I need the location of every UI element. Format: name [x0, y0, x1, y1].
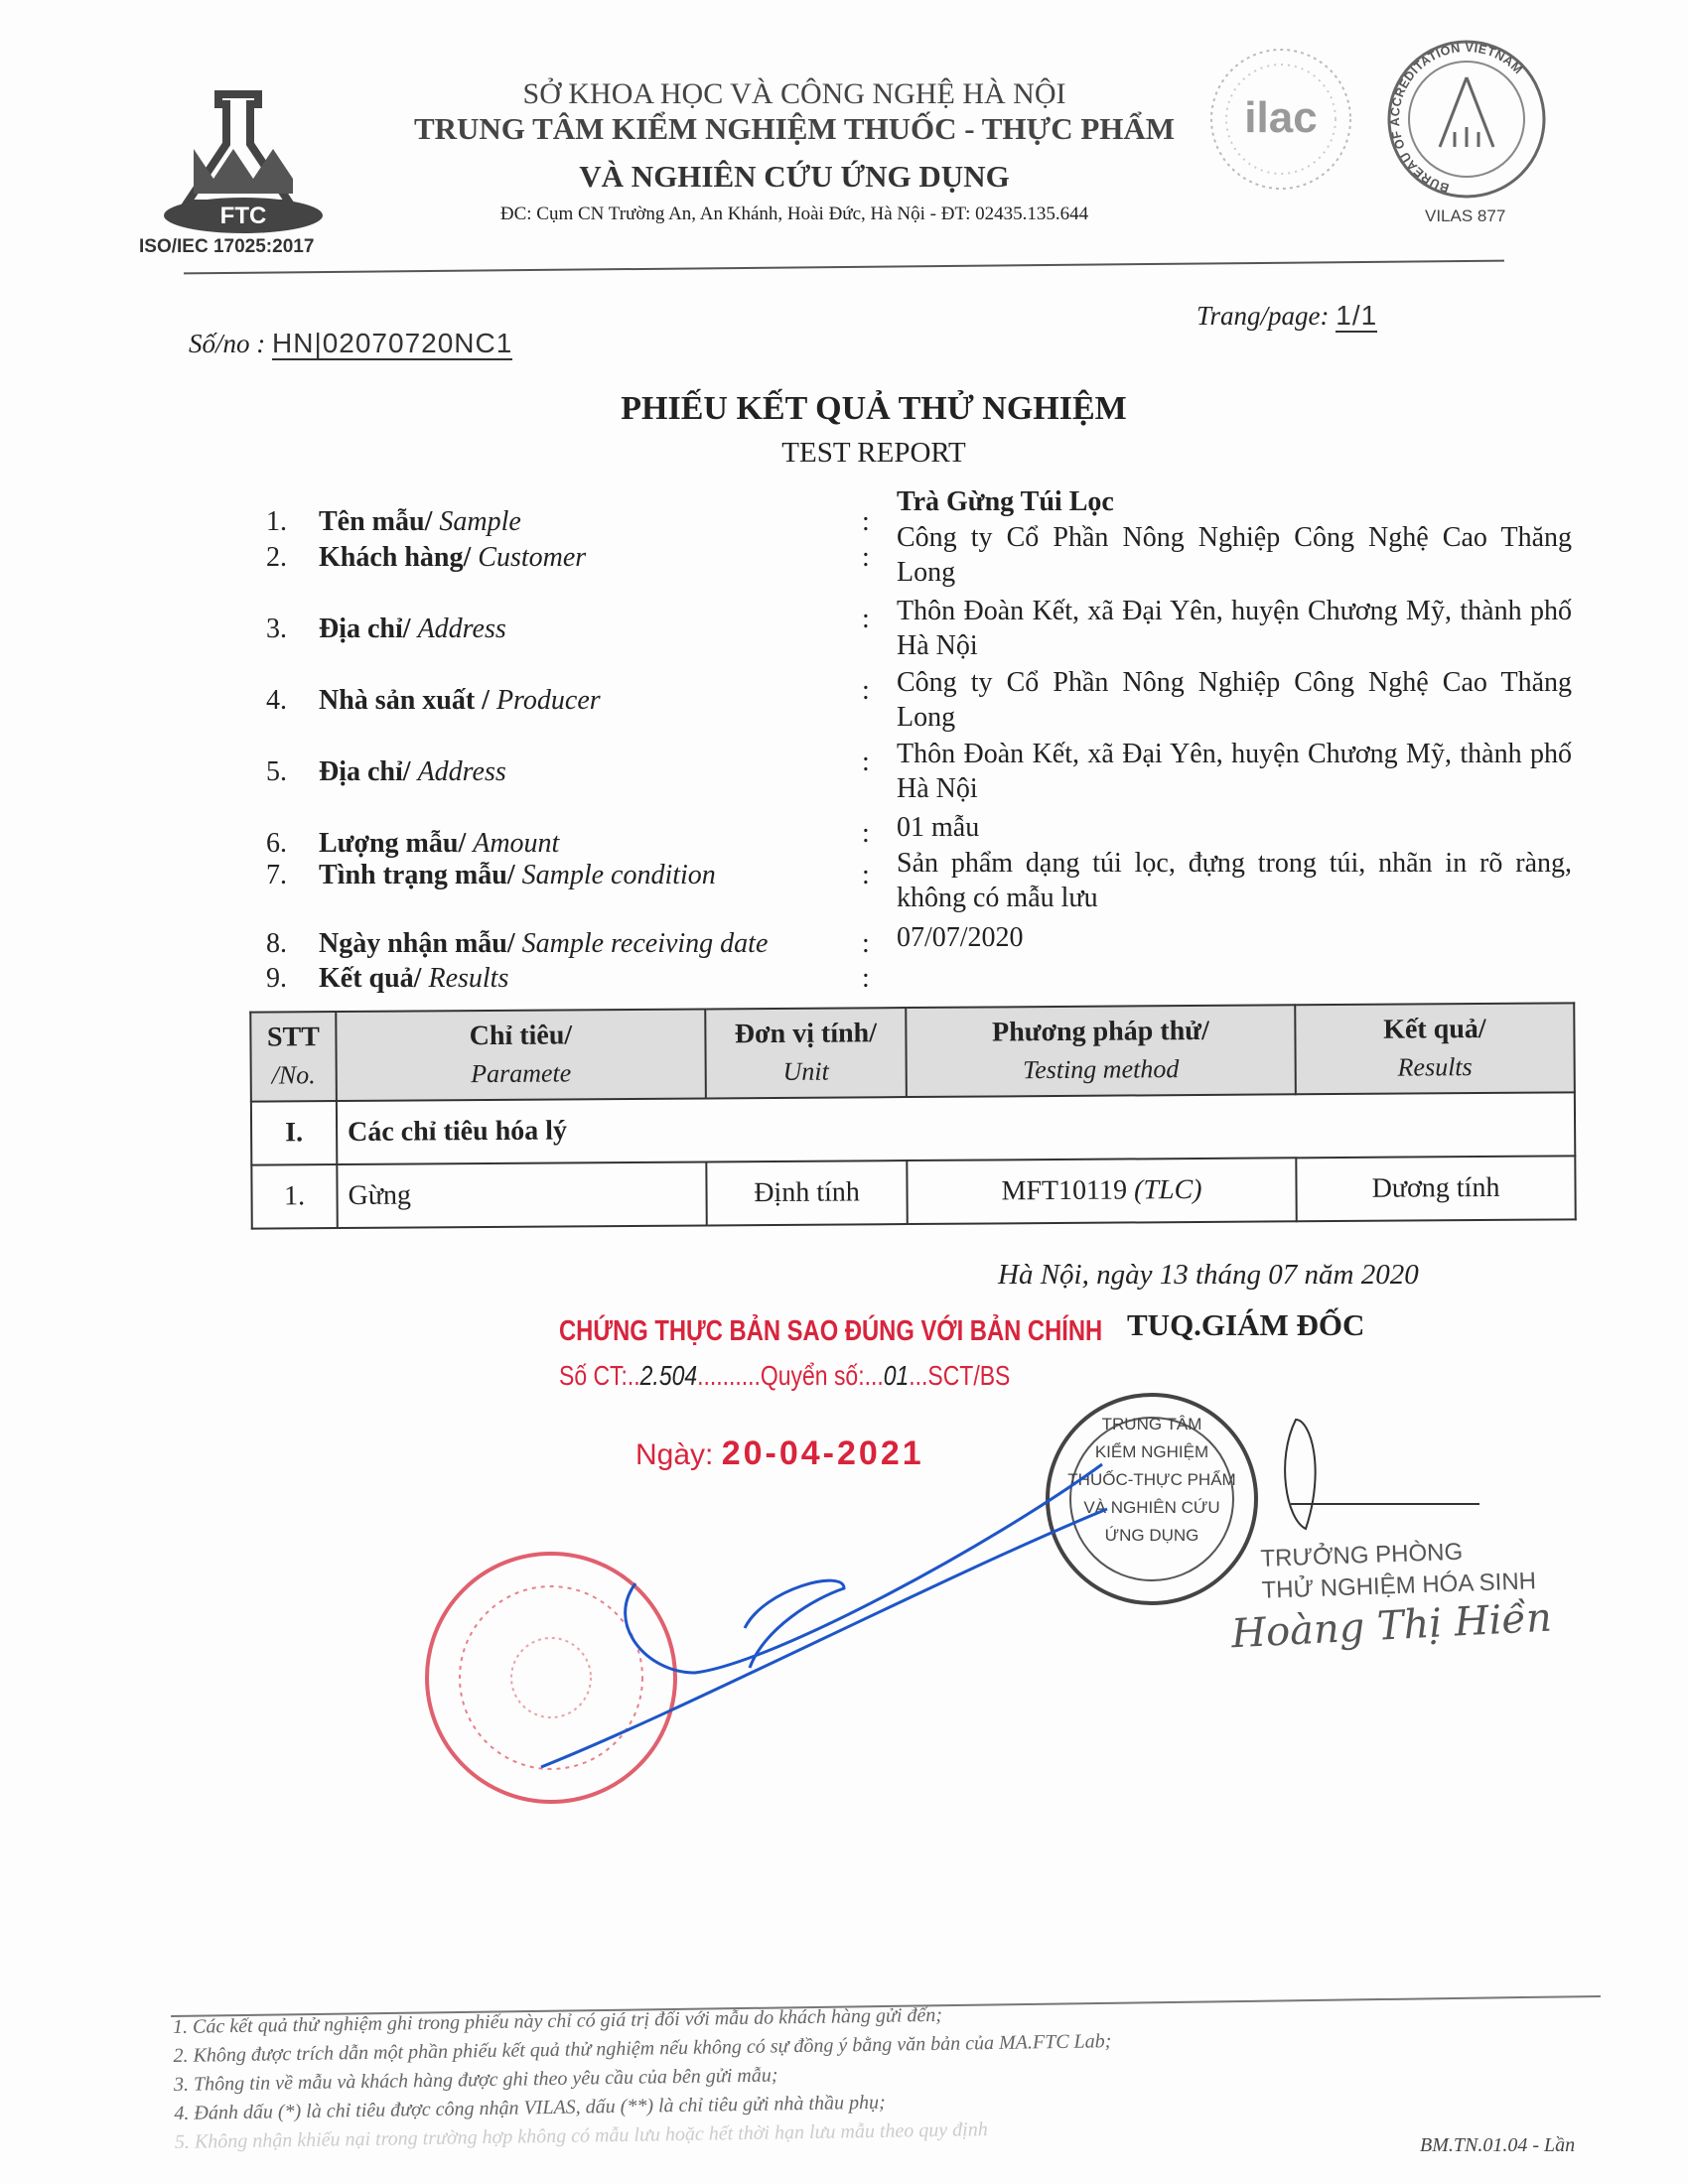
form-code: BM.TN.01.04 - Lần [1420, 2134, 1576, 2156]
footer-notes [173, 1998, 1113, 2157]
field-number: 3. [266, 614, 287, 644]
page-indicator [1196, 300, 1377, 332]
field-label-vi: Khách hàng/ [319, 542, 472, 573]
header-method: Phương pháp thử/ Testing method [906, 1005, 1296, 1097]
field-label-en: Amount [473, 828, 560, 859]
certification-date: Ngày: 20-04-2021 [635, 1434, 924, 1472]
field-label-en: Producer [495, 685, 601, 716]
footer-note: 2. Không được trích dẫn một phần phiếu kết quả thử nghiệm nếu không có sự đồng ý bằng văn bản của MA.FTC Lab; [173, 2030, 1112, 2068]
issue-date: Hà Nội, ngày 13 tháng 07 năm 2020 [998, 1259, 1419, 1291]
field-label-vi: Địa chỉ/ [319, 614, 411, 644]
svg-text:FTC: FTC [219, 203, 267, 229]
director-signature [1285, 1420, 1479, 1529]
svg-text:TRUNG TÂM: TRUNG TÂM [1101, 1415, 1202, 1433]
report-title: PHIẾU KẾT QUẢ THỬ NGHIỆM [621, 390, 1127, 427]
field-value: Sản phẩm dạng túi lọc, đựng trong túi, nhãn in rõ ràng, không có mẫu lưu [897, 848, 1572, 913]
footer-note: 5. Không nhận khiếu nại trong trường hợp không có mẫu lưu hoặc hết thời hạn lưu mẫu theo quy định [174, 2118, 988, 2153]
org-name-line2: VÀ NGHIÊN CỨU ỨNG DỤNG [579, 159, 1010, 194]
field-value: 07/07/2020 [897, 922, 1024, 953]
cell-method: MFT10119 (TLC) [907, 1158, 1296, 1224]
svg-text:ilac: ilac [1244, 93, 1318, 142]
boa-ring-text: BUREAU OF ACCREDITATION VIETNAM [1387, 40, 1526, 196]
field-number: 9. [266, 963, 287, 994]
cell-parameter: Gừng [337, 1161, 706, 1228]
svg-text:ỨNG DỤNG: ỨNG DỤNG [1104, 1526, 1199, 1545]
svg-text:VÀ NGHIÊN CỨU: VÀ NGHIÊN CỨU [1083, 1498, 1220, 1517]
book-number: 01 [883, 1360, 910, 1391]
field-value: 01 mẫu [897, 812, 980, 843]
signatory-position: TRƯỞNG PHÒNG THỬ NGHIỆM HÓA SINH [1260, 1538, 1537, 1604]
header-no: STT /No. [250, 1012, 337, 1102]
certification-title: CHỨNG THỰC BẢN SAO ĐÚNG VỚI BẢN CHÍNH [559, 1315, 1103, 1347]
field-label-vi: Kết quả/ [319, 963, 422, 994]
field-label-en: Sample [439, 506, 521, 537]
report-number-value: HN|02070720NC1 [272, 328, 513, 358]
lab-round-seal [1048, 1395, 1256, 1603]
field-label-en: Address [417, 756, 506, 787]
signatory-name: Hoàng Thị Hiền [1230, 1594, 1553, 1658]
field-label-en: Sample condition [521, 860, 716, 890]
field-number: 8. [266, 928, 287, 959]
cell-no: 1. [251, 1164, 337, 1229]
report-number [189, 328, 512, 359]
footer-note: 4. Đánh dấu (*) là chỉ tiêu được công nhận VILAS, dấu (**) là chỉ tiêu gửi nhà thầu phụ; [174, 2091, 886, 2124]
field-label-vi: Tên mẫu/ [319, 506, 433, 537]
field-label-en: Customer [478, 542, 587, 573]
certificate-number: 2.504 [639, 1360, 698, 1391]
section-label: Các chỉ tiêu hóa lý [337, 1092, 1575, 1164]
section-row [251, 1092, 1575, 1164]
field-label-vi: Ngày nhận mẫu/ [319, 928, 515, 959]
page-label: Trang/page: [1196, 301, 1330, 331]
test-report-page: FTC ISO/IEC 17025:2017 SỞ KHOA HỌC VÀ CÔNG NGHỆ HÀ NỘI TRUNG TÂM KIỂM NGHIỆM THUỐC - THỰC PHẨM VÀ NGHIÊN CỨU ỨNG DỤNG ĐC: Cụm CN Trường An, An Khánh, Hoài Đức, Hà Nội - ĐT: 02435.135.644 ilac BUREAU OF ACCREDITATION VIETNAM VILAS 877 Số/no : HN|02070720NC1 Trang/page: 1/1 PHIẾU KẾT QUẢ THỬ NGHIỆM TEST REPORT 1. Tên mẫu/ Sample : Trà Gừng Túi Lọc 2. Khách hàng/ Customer : Công ty Cổ Phần Nông Nghiệp Công Nghệ Cao Thăng Long 3. Địa chỉ/ Address : Thôn Đoàn Kết, xã Đại Yên, huyện Chương Mỹ, thành phố Hà Nội 4. Nhà sản xuất / Producer : Công ty Cổ Phần Nông Nghiệp Công Nghệ Cao Thăng Long 5. Địa chỉ/ Address : Thôn Đoàn Kết, xã Đại Yên, huyện Chương Mỹ, thành phố Hà Nội 6. Lượng mẫu/ Amount : 01 mẫu 7. Tình trạng mẫu/ Sample condition : Sản phẩm dạng túi lọc, đựng trong túi, nhãn in rõ ràng, không có mẫu lưu 8. Ngày nhận mẫu/ Sample receiving date : 07/07/2020 9. Kết quả/ Results : STT /No. Chỉ tiêu/ Paramete Đơn vị tính/ Unit Phương pháp thử/ Testing method Kết quả/ Results I. Các chỉ tiêu hóa lý 1. Gừng Định tính MFT10119 (TLC) Dương tính Hà Nội, ngày 13 tháng 07 năm 2020 TUQ.GIÁM ĐỐC CHỨNG THỰC BẢN SAO ĐÚNG VỚI BẢN CHÍNH Số CT:..2.504..........Quyển số:...01...SCT/BS Ngày: 20-04-2021 TRUNG TÂM KIỂM NGHIỆM THUỐC-THỰC PHẨM VÀ NGHIÊN CỨU ỨNG DỤNG TRƯỞNG PHÒNG THỬ NGHIỆM HÓA SINH Hoàng Thị Hiền 1. Các kết quả thử nghiệm ghi trong phiếu này chỉ có giá trị đối với mẫu do khách hàng gửi đến; 2. Không được trích dẫn một phần phiếu kết quả thử nghiệm nếu không có sự đồng ý bằng văn bản của MA.FTC Lab; 3. Thông tin về mẫu và khách hàng được ghi theo yêu cầu của bên gửi mẫu; 4. Đánh dấu (*) là chỉ tiêu được công nhận VILAS, dấu (**) là chỉ tiêu gửi nhà thầu phụ; 5. Không nhận khiếu nại trong trường hợp không có mẫu lưu hoặc hết thời hạn lưu mẫu theo quy định BM.TN.01.04 - Lần [0, 0, 1688, 2184]
field-label-en: Sample receiving date [521, 928, 769, 959]
field-label-vi: Tình trạng mẫu/ [319, 860, 515, 890]
header-divider [184, 260, 1504, 275]
report-number-label: Số/no : [189, 329, 266, 358]
footer-note: 1. Các kết quả thử nghiệm ghi trong phiếu này chỉ có giá trị đối với mẫu do khách hàng gửi đến; [172, 2003, 943, 2039]
results-table [249, 1002, 1577, 1229]
section-no: I. [251, 1101, 337, 1165]
cell-unit: Định tính [706, 1160, 907, 1225]
vilas-number: VILAS 877 [1425, 206, 1506, 225]
signatory-title: TUQ.GIÁM ĐỐC [1127, 1307, 1365, 1342]
field-label-vi: Nhà sản xuất / [319, 685, 490, 716]
field-number: 4. [266, 685, 287, 716]
field-value: Công ty Cổ Phần Nông Nghiệp Công Nghệ Cao Thăng Long [897, 522, 1572, 588]
page-value: 1/1 [1336, 300, 1378, 331]
field-label-en: Results [428, 963, 509, 994]
header-result: Kết quả/ Results [1295, 1003, 1575, 1094]
certification-numbers: Số CT:..2.504..........Quyển số:...01...SCT/BS [559, 1360, 1011, 1391]
field-value: Thôn Đoàn Kết, xã Đại Yên, huyện Chương Mỹ, thành phố Hà Nội [897, 739, 1572, 804]
header-parameter: Chỉ tiêu/ Paramete [336, 1009, 706, 1101]
field-number: 7. [266, 860, 287, 890]
org-parent: SỞ KHOA HỌC VÀ CÔNG NGHỆ HÀ NỘI [522, 77, 1066, 110]
certification-date-value: 20-04-2021 [721, 1434, 924, 1472]
red-commune-seal [427, 1554, 675, 1802]
cell-result: Dương tính [1296, 1156, 1575, 1221]
table-row [251, 1156, 1575, 1228]
field-value: Công ty Cổ Phần Nông Nghiệp Công Nghệ Cao Thăng Long [897, 667, 1572, 733]
field-label-en: Address [417, 614, 506, 644]
blue-signature [541, 1464, 1107, 1767]
field-label-vi: Lượng mẫu/ [319, 828, 467, 859]
org-name-line1: TRUNG TÂM KIỂM NGHIỆM THUỐC - THỰC PHẨM [413, 111, 1176, 146]
report-subtitle: TEST REPORT [781, 437, 966, 469]
footer-note: 3. Thông tin về mẫu và khách hàng được ghi theo yêu cầu của bên gửi mẫu; [173, 2064, 778, 2096]
ma-ftc-logo [149, 89, 338, 238]
boa-accreditation-logo [1385, 38, 1549, 202]
field-number: 2. [266, 542, 287, 573]
header-unit: Đơn vị tính/ Unit [705, 1008, 907, 1098]
field-number: 1. [266, 506, 287, 537]
table-header-row [250, 1003, 1575, 1101]
field-value: Trà Gừng Túi Lọc [897, 486, 1114, 517]
ilac-logo [1206, 45, 1355, 194]
org-address: ĐC: Cụm CN Trường An, An Khánh, Hoài Đức, Hà Nội - ĐT: 02435.135.644 [499, 204, 1089, 224]
field-number: 5. [266, 756, 287, 787]
field-label-vi: Địa chỉ/ [319, 756, 411, 787]
iso-label: ISO/IEC 17025:2017 [139, 236, 315, 257]
svg-text:KIỂM NGHIỆM: KIỂM NGHIỆM [1094, 1442, 1209, 1461]
field-value: Thôn Đoàn Kết, xã Đại Yên, huyện Chương Mỹ, thành phố Hà Nội [897, 596, 1572, 661]
svg-text:THUỐC-THỰC PHẨM: THUỐC-THỰC PHẨM [1067, 1470, 1236, 1489]
field-number: 6. [266, 828, 287, 859]
